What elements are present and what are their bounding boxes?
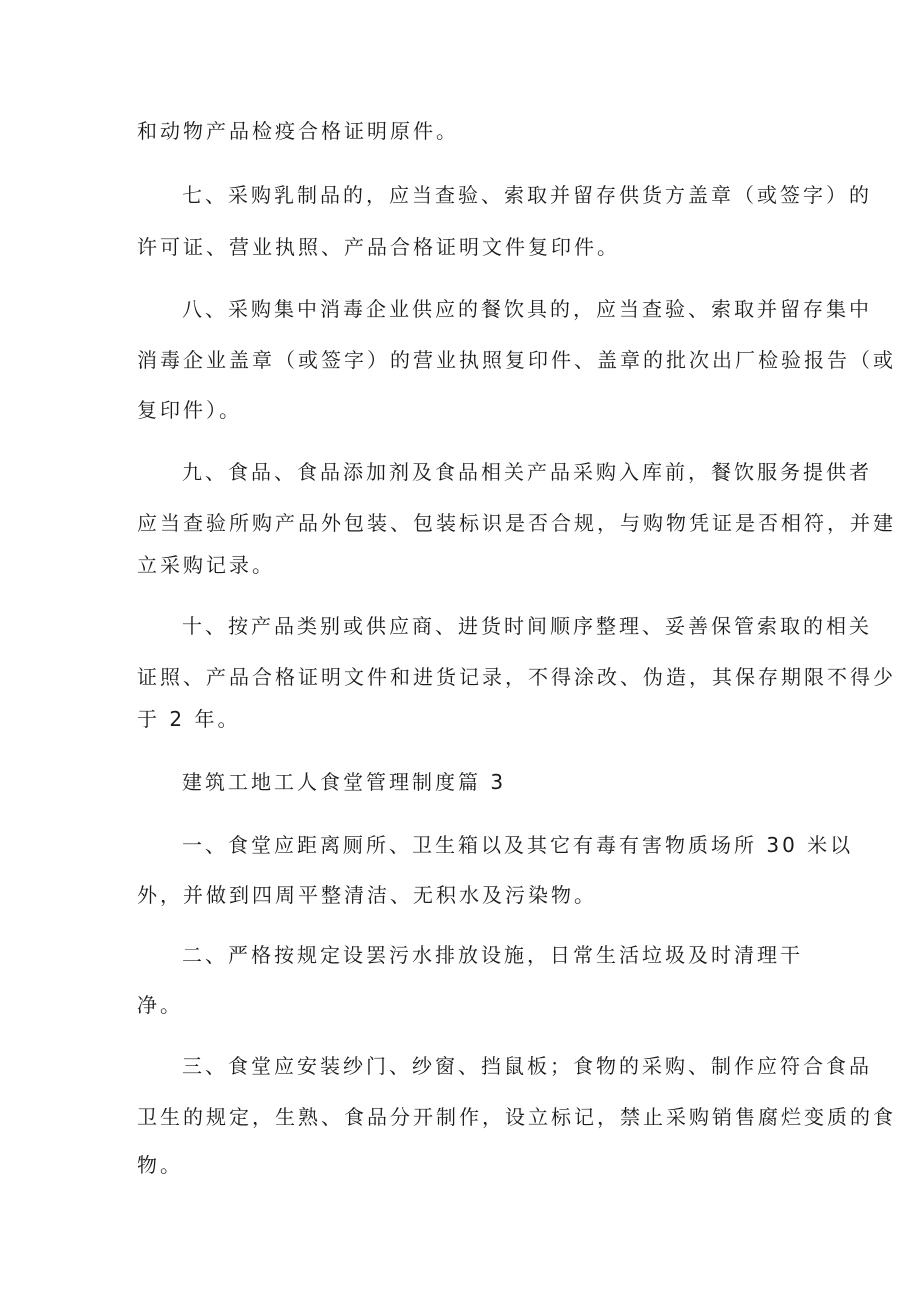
paragraph-9-line-1: 九、食品、食品添加剂及食品相关产品采购入库前，餐饮服务提供者 xyxy=(182,460,872,484)
paragraph-9-line-3: 立采购记录。 xyxy=(137,553,275,577)
paragraph-9-line-2: 应当查验所购产品外包装、包装标识是否合规，与购物凭证是否相符，并建 xyxy=(137,511,896,535)
paragraph-10-line-2: 证照、产品合格证明文件和进货记录，不得涂改、伪造，其保存期限不得少 xyxy=(137,665,896,689)
item-3-line-2: 卫生的规定，生熟、食品分开制作，设立标记，禁止采购销售腐烂变质的食 xyxy=(137,1105,896,1129)
item-2-line-2: 净。 xyxy=(137,993,183,1017)
item-3-line-1: 三、食堂应安装纱门、纱窗、挡鼠板；食物的采购、制作应符合食品 xyxy=(182,1054,872,1078)
item-2-line-1: 二、严格按规定设罢污水排放设施，日常生活垃圾及时清理干 xyxy=(182,943,803,967)
text-line: 和动物产品检疫合格证明原件。 xyxy=(137,119,459,143)
item-1-line-1: 一、食堂应距离厕所、卫生箱以及其它有毒有害物质场所 30 米以 xyxy=(182,833,854,857)
paragraph-7-line-1: 七、采购乳制品的，应当查验、索取并留存供货方盖章（或签字）的 xyxy=(182,183,872,207)
paragraph-10-line-1: 十、按产品类别或供应商、进货时间顺序整理、妥善保管索取的相关 xyxy=(182,614,872,638)
paragraph-8-line-2: 消毒企业盖章（或签字）的营业执照复印件、盖章的批次出厂检验报告（或 xyxy=(137,348,896,372)
paragraph-10-line-3: 于 2 年。 xyxy=(137,707,241,731)
paragraph-8-line-3: 复印件）。 xyxy=(137,398,242,422)
item-1-line-2: 外，并做到四周平整清洁、无积水及污染物。 xyxy=(137,883,597,907)
item-3-line-3: 物。 xyxy=(137,1153,183,1177)
paragraph-8-line-1: 八、采购集中消毒企业供应的餐饮具的，应当查验、索取并留存集中 xyxy=(182,297,872,321)
section-heading: 建筑工地工人食堂管理制度篇 3 xyxy=(182,770,507,794)
paragraph-7-line-2: 许可证、营业执照、产品合格证明文件复印件。 xyxy=(137,235,620,259)
